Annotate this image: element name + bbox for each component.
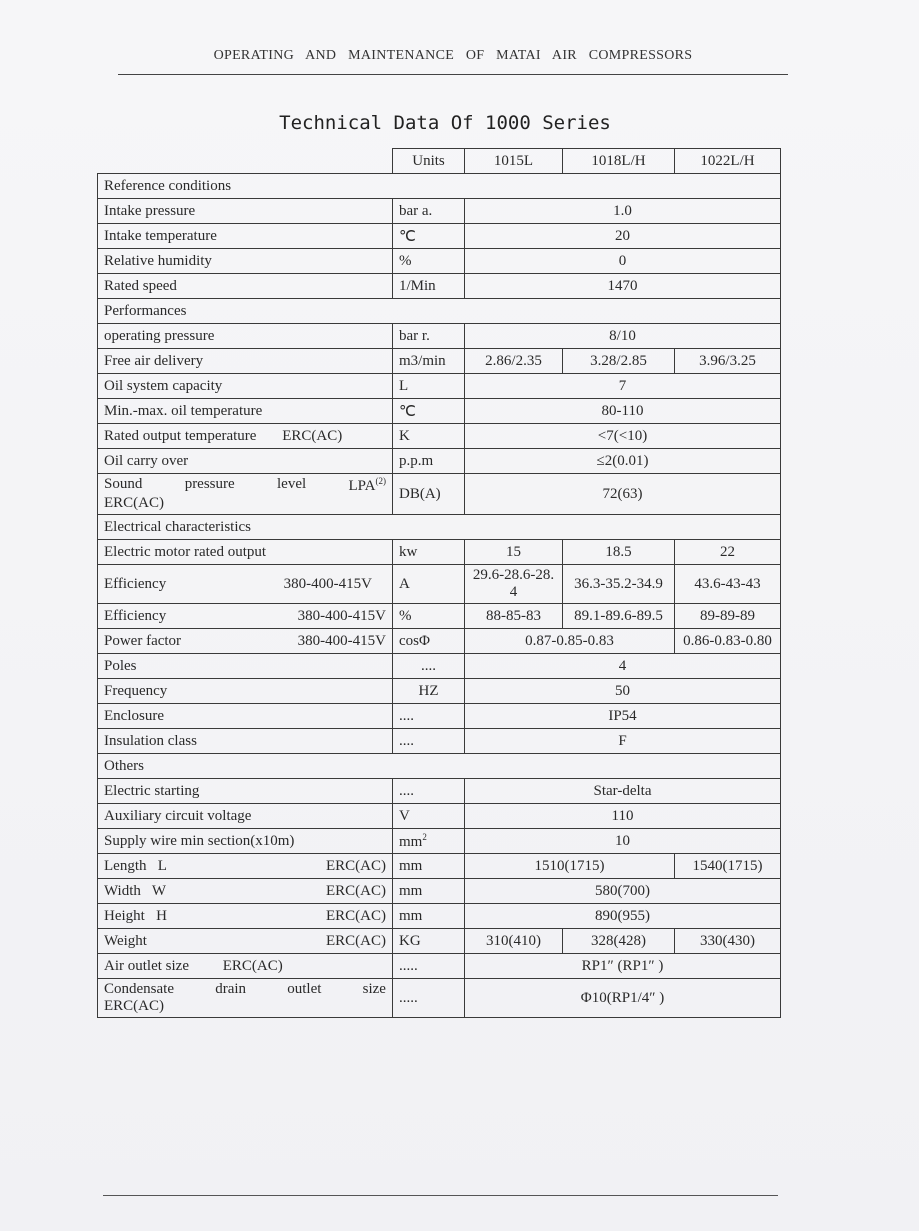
row-value-1018lh: 36.3-35.2-34.9: [563, 565, 675, 604]
row-unit: m3/min: [393, 349, 465, 374]
row-unit: %: [393, 249, 465, 274]
document-title: Technical Data Of 1000 Series: [279, 112, 611, 134]
label-word: Condensate: [104, 981, 174, 997]
row-value: RP1″ (RP1″ ): [465, 954, 781, 979]
row-unit: DB(A): [393, 474, 465, 515]
table-row: [98, 804, 781, 829]
row-unit: KG: [393, 929, 465, 954]
label-text: Width W: [104, 882, 167, 899]
row-label: Frequency: [98, 679, 393, 704]
row-value-1018lh: 3.28/2.85: [563, 349, 675, 374]
row-value: 8/10: [465, 324, 781, 349]
row-value: 10: [465, 829, 781, 854]
label-text: Power factor: [104, 632, 182, 649]
row-value-1022lh: 0.86-0.83-0.80: [675, 629, 781, 654]
row-unit: ....: [393, 729, 465, 754]
row-unit: ℃: [393, 224, 465, 249]
row-unit: .....: [393, 979, 465, 1018]
row-value: 4: [465, 654, 781, 679]
row-unit: mm: [393, 879, 465, 904]
row-label: Oil system capacity: [98, 374, 393, 399]
row-value-1018lh: 328(428): [563, 929, 675, 954]
label-word: size: [362, 981, 386, 997]
row-label-suffix: ERC(AC): [282, 427, 343, 444]
row-unit: A: [393, 565, 465, 604]
row-value-1022lh: 89-89-89: [675, 604, 781, 629]
row-value: <7(<10): [465, 424, 781, 449]
row-unit: p.p.m: [393, 449, 465, 474]
row-unit: ....: [393, 704, 465, 729]
row-unit: ℃: [393, 399, 465, 424]
row-value: Star-delta: [465, 779, 781, 804]
col-units: Units: [393, 149, 465, 174]
label-lpa: LPA: [348, 478, 376, 494]
row-unit: %: [393, 604, 465, 629]
row-unit: kw: [393, 540, 465, 565]
label-text: Height H: [104, 907, 167, 924]
section-row: [98, 174, 781, 199]
row-label: [98, 854, 393, 879]
table-row: [98, 654, 781, 679]
row-value: 72(63): [465, 474, 781, 515]
row-label: operating pressure: [98, 324, 393, 349]
header-rule: [118, 74, 788, 75]
table-row: [98, 224, 781, 249]
row-value-1015l: 88-85-83: [465, 604, 563, 629]
row-value-1015l: 2.86/2.35: [465, 349, 563, 374]
label-suffix: ERC(AC): [104, 495, 164, 511]
section-reference: Reference conditions: [98, 174, 781, 199]
table-row: [98, 829, 781, 854]
row-label: Auxiliary circuit voltage: [98, 804, 393, 829]
row-label: Supply wire min section(x10m): [98, 829, 393, 854]
section-row: [98, 299, 781, 324]
row-unit: .....: [393, 954, 465, 979]
row-label: Intake pressure: [98, 199, 393, 224]
table-row: [98, 904, 781, 929]
row-value-1015l: 29.6-28.6-28.4: [465, 565, 563, 604]
label-word: drain: [215, 981, 247, 997]
table-row: [98, 604, 781, 629]
col-1015l: 1015L: [465, 149, 563, 174]
table-row: [98, 929, 781, 954]
row-value-1015l: 15: [465, 540, 563, 565]
row-label: [98, 929, 393, 954]
row-value: 80-110: [465, 399, 781, 424]
table-row: [98, 349, 781, 374]
label-suffix: ERC(AC): [326, 907, 386, 924]
row-value-1018lh: 89.1-89.6-89.5: [563, 604, 675, 629]
row-value: ≤2(0.01): [465, 449, 781, 474]
row-label: Poles: [98, 654, 393, 679]
row-value-1022lh: 1540(1715): [675, 854, 781, 879]
table-row: [98, 565, 781, 604]
row-value: IP54: [465, 704, 781, 729]
row-value: 580(700): [465, 879, 781, 904]
table-row: [98, 249, 781, 274]
col-1022lh: 1022L/H: [675, 149, 781, 174]
row-value: 1470: [465, 274, 781, 299]
table-row: [98, 474, 781, 515]
row-value-1015l-1018lh: 1510(1715): [465, 854, 675, 879]
row-unit: mm: [393, 904, 465, 929]
row-label: Min.-max. oil temperature: [98, 399, 393, 424]
row-label: Free air delivery: [98, 349, 393, 374]
table-row: [98, 374, 781, 399]
label-word: outlet: [287, 981, 322, 997]
row-label: [98, 565, 393, 604]
row-label: Insulation class: [98, 729, 393, 754]
row-label: Electric starting: [98, 779, 393, 804]
label-word: level: [277, 476, 307, 492]
row-label: [98, 474, 393, 515]
label-text: Air outlet size: [104, 957, 189, 974]
section-others: Others: [98, 754, 781, 779]
row-unit: bar a.: [393, 199, 465, 224]
technical-data-table: [97, 148, 781, 1018]
label-voltage: 380-400-415V: [297, 632, 386, 649]
table-row: [98, 199, 781, 224]
table-row: [98, 274, 781, 299]
section-electrical: Electrical characteristics: [98, 515, 781, 540]
row-value: Φ10(RP1/4″ ): [465, 979, 781, 1018]
row-unit: bar r.: [393, 324, 465, 349]
row-value-1022lh: 3.96/3.25: [675, 349, 781, 374]
table-row: [98, 879, 781, 904]
table-row: [98, 540, 781, 565]
row-unit: cosΦ: [393, 629, 465, 654]
col-1018lh: 1018L/H: [563, 149, 675, 174]
running-header: OPERATING AND MAINTENANCE OF MATAI AIR COMPRESSORS: [213, 48, 693, 63]
row-label: Intake temperature: [98, 224, 393, 249]
row-label: Rated speed: [98, 274, 393, 299]
row-label: [98, 979, 393, 1018]
label-suffix: ERC(AC): [326, 932, 386, 949]
table-header-row: [98, 149, 781, 174]
row-value-1022lh: 43.6-43-43: [675, 565, 781, 604]
table-row: [98, 779, 781, 804]
label-word: Sound: [104, 476, 143, 492]
row-value: 50: [465, 679, 781, 704]
table-row: [98, 854, 781, 879]
label-sup: (2): [375, 476, 386, 486]
row-label: Electric motor rated output: [98, 540, 393, 565]
table-row: [98, 954, 781, 979]
label-word: pressure: [184, 476, 235, 492]
row-label: Oil carry over: [98, 449, 393, 474]
row-label: [98, 629, 393, 654]
row-value-1015l-1018lh: 0.87-0.85-0.83: [465, 629, 675, 654]
table-row: [98, 629, 781, 654]
row-label: Relative humidity: [98, 249, 393, 274]
row-value: 1.0: [465, 199, 781, 224]
row-value: 110: [465, 804, 781, 829]
table-row: [98, 704, 781, 729]
row-label: [98, 424, 393, 449]
row-value: F: [465, 729, 781, 754]
row-label: [98, 904, 393, 929]
row-value: 7: [465, 374, 781, 399]
label-suffix: ERC(AC): [326, 882, 386, 899]
row-unit: K: [393, 424, 465, 449]
row-unit: 1/Min: [393, 274, 465, 299]
row-unit: ....: [393, 654, 465, 679]
table-row: [98, 449, 781, 474]
table-row: [98, 979, 781, 1018]
label-suffix: ERC(AC): [104, 998, 164, 1014]
section-row: [98, 515, 781, 540]
footer-rule: [103, 1195, 778, 1196]
row-value-1022lh: 22: [675, 540, 781, 565]
row-label: [98, 879, 393, 904]
row-unit: [393, 829, 465, 854]
row-unit: ....: [393, 779, 465, 804]
table-row: [98, 679, 781, 704]
label-suffix: ERC(AC): [326, 857, 386, 874]
row-unit: mm: [393, 854, 465, 879]
table-row: [98, 729, 781, 754]
row-value-1018lh: 18.5: [563, 540, 675, 565]
section-performances: Performances: [98, 299, 781, 324]
label-text: Efficiency: [104, 607, 167, 624]
row-value: 0: [465, 249, 781, 274]
row-unit: HZ: [393, 679, 465, 704]
row-label: Enclosure: [98, 704, 393, 729]
table-row: [98, 399, 781, 424]
row-label: [98, 604, 393, 629]
label-word: [349, 476, 386, 495]
label-voltage: 380-400-415V: [297, 607, 386, 624]
unit-sup: 2: [422, 831, 427, 842]
label-suffix: ERC(AC): [222, 957, 283, 974]
row-label-text: Rated output temperature: [104, 427, 257, 444]
unit-text: mm: [399, 833, 423, 850]
table-row: [98, 324, 781, 349]
table-row: [98, 424, 781, 449]
label-text: Efficiency: [104, 575, 167, 592]
label-voltage: 380-400-415V: [283, 575, 372, 592]
row-value-1022lh: 330(430): [675, 929, 781, 954]
label-text: Weight: [104, 932, 147, 949]
row-value: 20: [465, 224, 781, 249]
section-row: [98, 754, 781, 779]
row-value-1015l: 310(410): [465, 929, 563, 954]
label-text: Length L: [104, 857, 167, 874]
row-unit: V: [393, 804, 465, 829]
row-value: 890(955): [465, 904, 781, 929]
row-unit: L: [393, 374, 465, 399]
row-label: [98, 954, 393, 979]
